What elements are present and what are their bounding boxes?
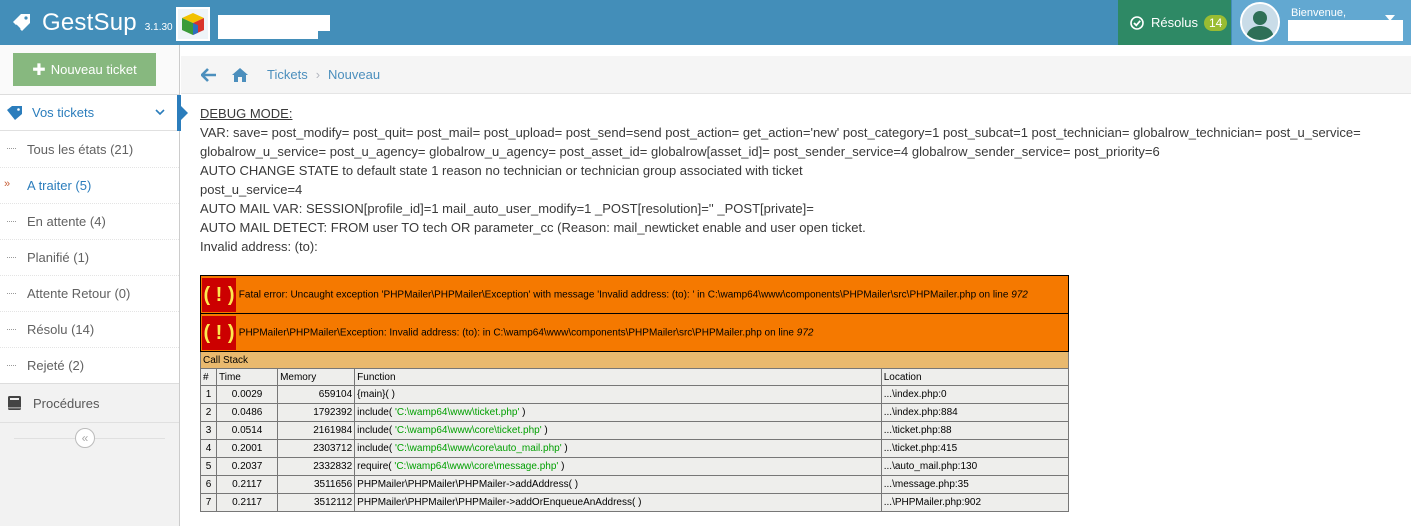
cell-function	[355, 404, 882, 422]
user-avatar-icon	[1242, 4, 1278, 40]
debug-auto-mail-var-key: AUTO MAIL VAR:	[200, 201, 303, 216]
debug-auto-mail-detect-key: AUTO MAIL DETECT:	[200, 220, 328, 235]
cell-memory: 2303712	[278, 440, 355, 458]
sidebar-item-label: En attente (4)	[27, 214, 106, 229]
user-menu[interactable]	[1232, 0, 1411, 45]
cell-num: 2	[201, 404, 217, 422]
tree-line	[7, 365, 16, 366]
username-redacted	[1288, 20, 1403, 41]
cell-memory: 1792392	[278, 404, 355, 422]
table-row	[201, 476, 1069, 494]
function-arg: 'C:\wamp64\www\core\ticket.php'	[394, 425, 542, 436]
cell-location: ...\index.php:884	[881, 404, 1068, 422]
plus-icon: ✚	[32, 61, 46, 79]
exception-line: 972	[796, 327, 814, 339]
tickets-submenu	[0, 131, 179, 383]
table-row	[201, 404, 1069, 422]
active-pointer	[181, 106, 188, 120]
cell-num: 1	[201, 386, 217, 404]
brand-link[interactable]	[10, 6, 173, 40]
welcome-text: Bienvenue,	[1291, 7, 1347, 19]
cell-num: 7	[201, 494, 217, 512]
table-row	[201, 458, 1069, 476]
sidebar-item-label: A traiter (5)	[27, 178, 92, 193]
sidebar-collapse-area	[0, 423, 179, 453]
debug-auto-change-key: AUTO CHANGE STATE	[200, 163, 339, 178]
sidebar-shortcuts	[0, 45, 179, 95]
arrow-left-icon[interactable]	[201, 68, 217, 82]
debug-title: DEBUG MODE:	[200, 106, 293, 121]
debug-var-key: VAR:	[200, 125, 230, 140]
function-close: )	[558, 461, 565, 472]
caret-down-icon	[1385, 15, 1395, 21]
sidebar-item-resolved[interactable]	[0, 311, 179, 347]
call-stack-columns	[201, 369, 1069, 386]
function-name: include(	[357, 407, 395, 418]
cell-location: ...\index.php:0	[881, 386, 1068, 404]
brand-version: 3.1.30	[144, 21, 173, 33]
function-name: include(	[357, 425, 395, 436]
sidebar-item-label: Tous les états (21)	[27, 141, 134, 157]
cell-time: 0.0486	[217, 404, 278, 422]
check-circle-icon	[1130, 16, 1144, 30]
sidebar-item-label: Résolu (14)	[27, 322, 95, 337]
cell-num: 5	[201, 458, 217, 476]
cell-memory: 2332832	[278, 458, 355, 476]
cube-logo-icon	[180, 11, 206, 37]
double-chevron-right-icon: »	[4, 178, 11, 190]
new-ticket-button[interactable]	[13, 53, 156, 86]
sidebar-item-planned[interactable]	[0, 239, 179, 275]
navbar	[0, 0, 1411, 45]
menu-your-tickets[interactable]	[0, 95, 179, 131]
cell-function	[355, 458, 882, 476]
tree-line	[7, 257, 16, 258]
debug-invalid-address: Invalid address: (to):	[200, 239, 318, 254]
cell-time: 0.0029	[217, 386, 278, 404]
cell-memory: 659104	[278, 386, 355, 404]
tree-line	[7, 329, 16, 330]
sidebar-item-waiting-return[interactable]	[0, 275, 179, 311]
home-icon[interactable]	[231, 67, 249, 83]
cell-time: 0.2117	[217, 476, 278, 494]
call-stack-header	[201, 352, 1069, 369]
ticket-icon	[6, 105, 24, 121]
sidebar	[0, 45, 180, 526]
fatal-error-row	[201, 276, 1069, 314]
book-icon	[6, 395, 24, 411]
sidebar-item-label: Attente Retour (0)	[27, 286, 131, 301]
function-arg: 'C:\wamp64\www\core\message.php'	[394, 461, 559, 472]
debug-auto-mail-var-value: SESSION[profile_id]=1 mail_auto_user_modify=1 _POST[resolution]='' _POST[private]=	[302, 201, 814, 216]
cell-function	[355, 494, 882, 512]
function-close: )	[541, 425, 548, 436]
collapse-sidebar-button[interactable]	[75, 428, 95, 448]
ticket-tag-icon	[10, 11, 34, 35]
col-num: #	[201, 369, 217, 386]
new-ticket-label: Nouveau ticket	[50, 62, 137, 77]
function-name: require(	[357, 461, 395, 472]
resolved-count-badge: 14	[1204, 15, 1227, 31]
warning-icon: ( ! )	[202, 278, 236, 312]
cell-memory: 3512112	[278, 494, 355, 512]
sidebar-item-to-process[interactable]	[0, 167, 179, 203]
sidebar-item-rejected[interactable]	[0, 347, 179, 383]
breadcrumb-current[interactable]: Nouveau	[328, 67, 381, 82]
double-chevron-left-icon: «	[81, 431, 89, 445]
col-function: Function	[355, 369, 882, 386]
cell-function	[355, 386, 882, 404]
function-name: include(	[357, 443, 395, 454]
resolved-label: Résolus	[1151, 15, 1198, 30]
col-memory: Memory	[278, 369, 355, 386]
sidebar-item-label: Rejeté (2)	[27, 358, 85, 373]
sidebar-item-label: Planifié (1)	[27, 250, 90, 265]
cell-memory: 3511656	[278, 476, 355, 494]
sidebar-item-all-states[interactable]	[0, 131, 179, 167]
resolved-tickets-link[interactable]	[1118, 0, 1231, 45]
cell-time: 0.2001	[217, 440, 278, 458]
sidebar-item-waiting[interactable]	[0, 203, 179, 239]
menu-procedures-label: Procédures	[33, 395, 100, 411]
tree-line	[7, 148, 16, 149]
debug-var-value: save= post_modify= post_quit= post_mail= post_upload= post_send=send post_action= get_action='new' post_category=1 post_subcat=1 post_technician= globalrow_technician= post_u_service= globalrow_u_service= post_u_agency= globalrow_u_agency= post_asset_id= globalrow[asset_id]= post_sender_service=4 globalrow_sender_service= post_priority=6	[200, 125, 1361, 159]
fatal-error-line: 972	[1011, 289, 1028, 301]
col-location: Location	[881, 369, 1068, 386]
cell-time: 0.2037	[217, 458, 278, 476]
col-time: Time	[217, 369, 278, 386]
breadcrumb-tickets[interactable]: Tickets	[267, 67, 308, 82]
table-row	[201, 386, 1069, 404]
menu-procedures[interactable]	[0, 383, 179, 423]
cell-num: 3	[201, 422, 217, 440]
cell-location: ...\ticket.php:415	[881, 440, 1068, 458]
cell-time: 0.0514	[217, 422, 278, 440]
breadcrumb-separator: ›	[315, 67, 321, 82]
company-name-redacted-2	[218, 29, 318, 39]
cell-location: ...\PHPMailer.php:902	[881, 494, 1068, 512]
table-row	[201, 494, 1069, 512]
debug-auto-mail-detect-value: FROM user TO tech OR parameter_cc (Reason: mail_newticket enable and user open ticket.	[327, 220, 866, 235]
fatal-error-message: Fatal error: Uncaught exception 'PHPMailer\PHPMailer\Exception' with message 'Invalid address: (to): ' in C:\wamp64\www\components\PHPMailer\src\PHPMailer.php on line	[238, 289, 1012, 300]
function-name: PHPMailer\PHPMailer\PHPMailer->addAddress( )	[357, 479, 579, 490]
debug-auto-change-value: to default state 1 reason no technician or technician group associated with ticket	[338, 163, 803, 178]
breadcrumb	[181, 56, 1411, 94]
exception-row	[201, 314, 1069, 352]
cell-location: ...\ticket.php:88	[881, 422, 1068, 440]
function-close: )	[561, 443, 568, 454]
tree-line	[7, 221, 16, 222]
warning-icon: ( ! )	[202, 316, 236, 350]
table-row	[201, 422, 1069, 440]
function-arg: 'C:\wamp64\www\ticket.php'	[394, 407, 520, 418]
cell-location: ...\message.php:35	[881, 476, 1068, 494]
chevron-down-icon	[155, 107, 165, 117]
function-name: PHPMailer\PHPMailer\PHPMailer->addOrEnqueueAnAddress( )	[357, 497, 642, 508]
menu-your-tickets-label: Vos tickets	[32, 105, 95, 120]
company-logo	[176, 7, 210, 41]
function-name: {main}( )	[357, 389, 395, 400]
cell-time: 0.2117	[217, 494, 278, 512]
function-arg: 'C:\wamp64\www\core\auto_mail.php'	[394, 443, 562, 454]
debug-output	[200, 104, 1405, 256]
cell-location: ...\auto_mail.php:130	[881, 458, 1068, 476]
brand-name: GestSup	[42, 9, 137, 36]
cell-memory: 2161984	[278, 422, 355, 440]
error-table	[200, 275, 1069, 512]
cell-function	[355, 476, 882, 494]
cell-num: 6	[201, 476, 217, 494]
call-stack-title: Call Stack	[201, 352, 1069, 369]
cell-function	[355, 440, 882, 458]
tree-line	[7, 293, 16, 294]
exception-message: PHPMailer\PHPMailer\Exception: Invalid address: (to): in C:\wamp64\www\components\PHPMailer\src\PHPMailer.php on line	[238, 327, 797, 338]
function-close: )	[519, 407, 526, 418]
avatar	[1240, 2, 1280, 42]
cell-function	[355, 422, 882, 440]
table-row	[201, 440, 1069, 458]
cell-num: 4	[201, 440, 217, 458]
debug-u-service: post_u_service=4	[200, 182, 303, 197]
